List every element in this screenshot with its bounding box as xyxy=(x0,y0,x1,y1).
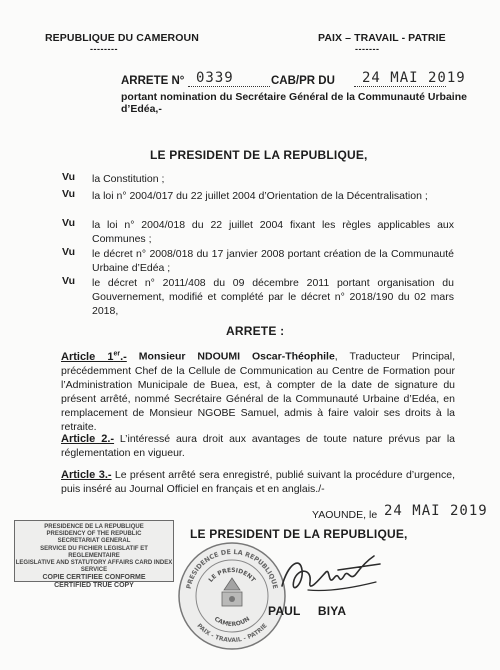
vu-label-1: Vu xyxy=(62,171,76,183)
vu-label-5: Vu xyxy=(62,275,76,287)
header-right-dashes: ------- xyxy=(355,44,380,54)
seal-outer-bottom: PAIX - TRAVAIL - PATRIE xyxy=(195,622,269,645)
seal-inner-bottom: CAMEROUN xyxy=(212,615,252,629)
arrete-label: ARRETE N° xyxy=(121,75,185,87)
seal-outer-top: PRESIDENCE DE LA REPUBLIQUE xyxy=(184,547,280,590)
decree-number: 0339 xyxy=(196,70,234,86)
signature-place: YAOUNDE, le xyxy=(312,509,378,521)
article-1-label: Article 1er.- xyxy=(61,350,127,363)
decree-date: 24 MAI 2019 xyxy=(362,70,466,86)
certified-copy-stamp xyxy=(14,520,174,589)
article-2 xyxy=(61,432,455,460)
signature-date: 24 MAI 2019 xyxy=(384,503,488,519)
stamp-line: COPIE CERTIFIEE CONFORME xyxy=(42,574,146,582)
presidential-seal-icon xyxy=(176,540,288,652)
stamp-line: PRESIDENCE DE LA REPUBLIQUE xyxy=(44,524,144,530)
vu-label-4: Vu xyxy=(62,246,76,258)
article-2-text: L’intéressé aura droit aux avantages de toute nature prévus par la réglementation en vigueur. xyxy=(61,433,455,459)
article-3 xyxy=(61,468,455,496)
vu-label-3: Vu xyxy=(62,217,76,229)
arrete-heading: ARRETE : xyxy=(226,324,285,338)
stamp-line: LEGISLATIVE AND STATUTORY AFFAIRS CARD INDEX SERVICE xyxy=(15,560,173,574)
seal-inner-top: LE PRESIDENT xyxy=(207,566,257,584)
vu-item-3: la loi n° 2004/018 du 22 juillet 2004 fixant les règles applicables aux Communes ; xyxy=(92,219,454,245)
president-heading: LE PRESIDENT DE LA REPUBLIQUE, xyxy=(150,148,368,162)
header-left-dashes: -------- xyxy=(90,44,118,54)
stamp-line: PRESIDENCY OF THE REPUBLIC xyxy=(46,531,142,538)
decree-subtitle-1: portant nomination du Secrétaire Général de la Communauté Urbaine xyxy=(121,91,467,103)
header-motto: PAIX – TRAVAIL - PATRIE xyxy=(318,32,446,44)
cab-label: CAB/PR DU xyxy=(271,75,335,87)
signature-title: LE PRESIDENT DE LA REPUBLIQUE, xyxy=(190,527,408,541)
vu-item-1: la Constitution ; xyxy=(92,173,165,185)
vu-item-2: la loi n° 2004/017 du 22 juillet 2004 d’Orientation de la Décentralisation ; xyxy=(92,190,428,202)
stamp-line: SERVICE DU FICHIER LEGISLATIF ET REGLEMENTAIRE xyxy=(40,545,148,559)
handwritten-signature-icon xyxy=(278,546,388,606)
number-underline xyxy=(188,86,270,87)
article-1-name: Monsieur NDOUMI Oscar-Théophile xyxy=(138,350,335,363)
stamp-line: CERTIFIED TRUE COPY xyxy=(54,581,134,589)
header-republic: REPUBLIQUE DU CAMEROUN xyxy=(45,32,199,44)
vu-item-4: le décret n° 2008/018 du 17 janvier 2008 portant création de la Communauté Urbaine d’Edéa ; xyxy=(92,248,454,274)
article-3-label: Article 3.- xyxy=(61,469,112,481)
date-underline xyxy=(354,86,446,87)
article-1 xyxy=(61,347,455,434)
article-2-label: Article 2.- xyxy=(61,433,115,445)
article-1-text: , Traducteur Principal, précédemment Chef de la Cellule de Communication au Centre de Formation pour l’Administration Municipale de Buea, est, à compter de la date de signature du présent arrêté, nommé Secrétaire Général de la Communauté Urbaine d’Edéa, en remplacement de Monsieur NGOBE Samuel, admis à faire valoir ses droits à la retraite. xyxy=(61,350,455,433)
vu-label-2: Vu xyxy=(62,188,76,200)
vu-item-5: le décret n° 2011/408 du 09 décembre 2011 portant organisation du Gouvernement, modifié et complété par le décret n° 2018/190 du 02 mars 2018, xyxy=(92,277,454,317)
article-3-text: Le présent arrêté sera enregistré, publié suivant la procédure d’urgence, puis inséré au Journal Officiel en français et en anglais./- xyxy=(61,469,455,495)
signature-name: PAUL BIYA xyxy=(268,604,347,618)
decree-subtitle-2: d’Edéa,- xyxy=(121,103,162,115)
stamp-line: SECRETARIAT GENERAL xyxy=(57,538,131,545)
